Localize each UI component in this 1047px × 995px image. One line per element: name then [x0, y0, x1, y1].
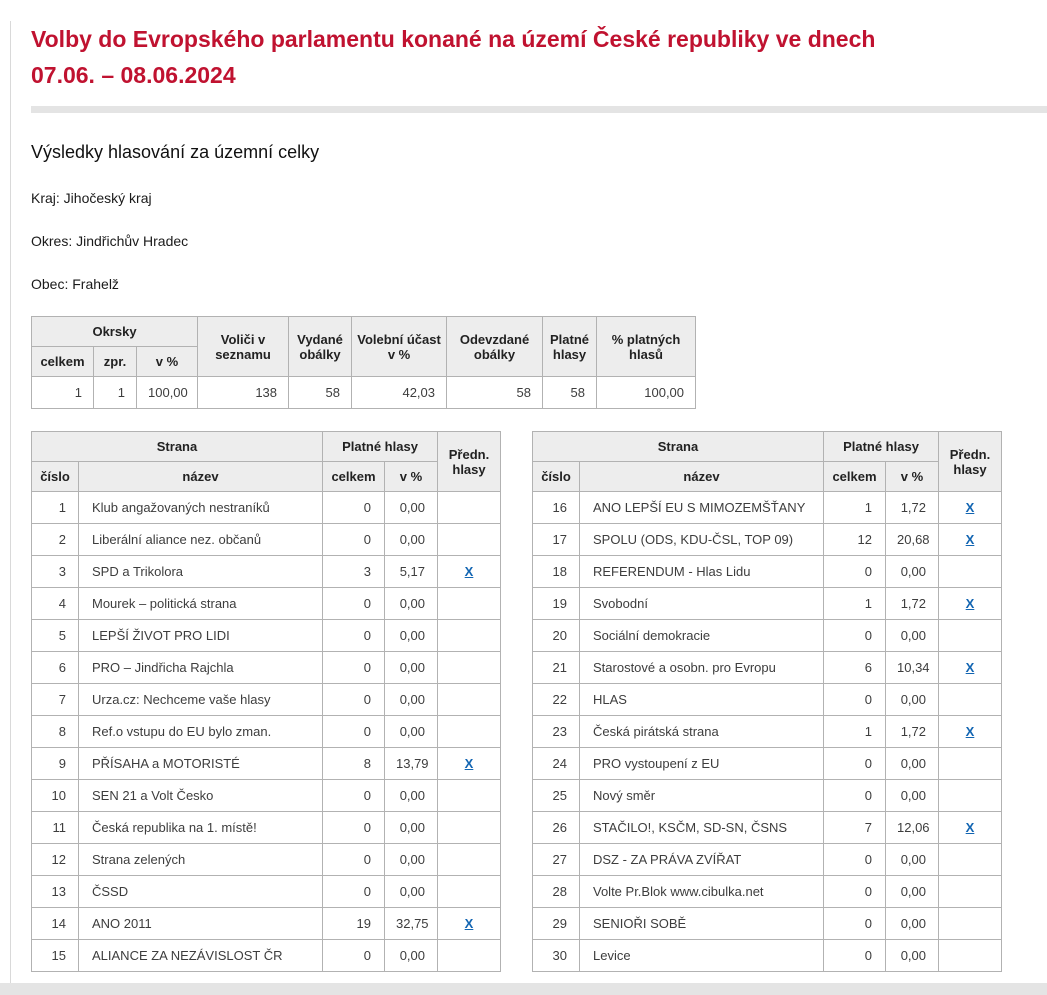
party-number: 6: [32, 652, 79, 684]
party-number: 24: [533, 748, 580, 780]
turnout-summary-table: [31, 316, 696, 409]
party-votes-percent: 0,00: [385, 524, 438, 556]
party-name: STAČILO!, KSČM, SD-SN, ČSNS: [580, 812, 824, 844]
party-votes-percent: 0,00: [886, 908, 939, 940]
party-votes-percent: 0,00: [886, 748, 939, 780]
party-votes-total: 0: [824, 844, 886, 876]
region-line: Kraj: Jihočeský kraj: [31, 190, 152, 206]
preferential-votes-cell: [939, 812, 1002, 844]
party-name: ANO 2011: [79, 908, 323, 940]
header-vydane-obalky: Vydané obálky: [289, 317, 352, 377]
party-row: [533, 492, 1002, 524]
party-row: [533, 876, 1002, 908]
header-strana: Strana: [32, 432, 323, 462]
value-okrsky-v-pct: 100,00: [137, 377, 198, 409]
preferential-votes-link[interactable]: X: [464, 564, 474, 579]
party-votes-percent: 0,00: [886, 876, 939, 908]
party-votes-percent: 0,00: [385, 492, 438, 524]
party-row: [32, 812, 501, 844]
party-number: 21: [533, 652, 580, 684]
party-votes-percent: 0,00: [385, 588, 438, 620]
party-row: [32, 652, 501, 684]
header-okrsky-celkem: celkem: [32, 347, 94, 377]
value-okrsky-celkem: 1: [32, 377, 94, 409]
party-votes-percent: 0,00: [385, 620, 438, 652]
party-number: 20: [533, 620, 580, 652]
party-row: [533, 684, 1002, 716]
party-name: Česká republika na 1. místě!: [79, 812, 323, 844]
party-votes-percent: 1,72: [886, 716, 939, 748]
party-row: [32, 524, 501, 556]
party-votes-total: 0: [824, 780, 886, 812]
party-row: [32, 748, 501, 780]
summary-data-row: [32, 377, 696, 409]
party-name: Ref.o vstupu do EU bylo zman.: [79, 716, 323, 748]
party-name: SENIOŘI SOBĚ: [580, 908, 824, 940]
party-votes-percent: 0,00: [886, 620, 939, 652]
preferential-votes-cell: [438, 492, 501, 524]
party-number: 23: [533, 716, 580, 748]
preferential-votes-cell: [438, 716, 501, 748]
party-number: 29: [533, 908, 580, 940]
party-number: 26: [533, 812, 580, 844]
party-votes-percent: 32,75: [385, 908, 438, 940]
party-number: 1: [32, 492, 79, 524]
party-votes-percent: 13,79: [385, 748, 438, 780]
party-name: ANO LEPŠÍ EU S MIMOZEMŠŤANY: [580, 492, 824, 524]
party-votes-percent: 0,00: [886, 780, 939, 812]
party-row: [32, 716, 501, 748]
party-row: [32, 684, 501, 716]
preferential-votes-link[interactable]: X: [965, 500, 975, 515]
party-name: Klub angažovaných nestraníků: [79, 492, 323, 524]
party-number: 3: [32, 556, 79, 588]
party-results-table-right: [532, 431, 1002, 972]
party-votes-percent: 10,34: [886, 652, 939, 684]
party-row: [533, 812, 1002, 844]
preferential-votes-link[interactable]: X: [965, 724, 975, 739]
party-name: Liberální aliance nez. občanů: [79, 524, 323, 556]
party-number: 27: [533, 844, 580, 876]
header-nazev: název: [580, 462, 824, 492]
party-name: Mourek – politická strana: [79, 588, 323, 620]
party-name: Strana zelených: [79, 844, 323, 876]
party-votes-total: 0: [824, 684, 886, 716]
party-number: 13: [32, 876, 79, 908]
party-row: [533, 748, 1002, 780]
party-votes-total: 0: [323, 588, 385, 620]
header-cislo: číslo: [533, 462, 580, 492]
value-pct-platnych-hlasu: 100,00: [597, 377, 696, 409]
party-number: 17: [533, 524, 580, 556]
party-number: 9: [32, 748, 79, 780]
party-row: [533, 652, 1002, 684]
party-number: 11: [32, 812, 79, 844]
left-page-divider: [10, 21, 11, 995]
party-number: 12: [32, 844, 79, 876]
party-name: Svobodní: [580, 588, 824, 620]
party-votes-percent: 0,00: [886, 556, 939, 588]
party-votes-total: 0: [323, 492, 385, 524]
party-votes-total: 0: [323, 780, 385, 812]
party-row: [32, 780, 501, 812]
party-row: [533, 716, 1002, 748]
party-number: 2: [32, 524, 79, 556]
preferential-votes-cell: [438, 684, 501, 716]
party-name: ALIANCE ZA NEZÁVISLOST ČR: [79, 940, 323, 972]
party-votes-total: 0: [824, 908, 886, 940]
preferential-votes-cell: [438, 652, 501, 684]
header-platne-hlasy: Platné hlasy: [824, 432, 939, 462]
party-name: Levice: [580, 940, 824, 972]
header-platne-hlasy: Platné hlasy: [323, 432, 438, 462]
header-nazev: název: [79, 462, 323, 492]
section-title: Výsledky hlasování za územní celky: [31, 142, 320, 162]
party-votes-percent: 0,00: [385, 716, 438, 748]
party-name: PŘÍSAHA a MOTORISTÉ: [79, 748, 323, 780]
party-votes-percent: 0,00: [385, 780, 438, 812]
preferential-votes-cell: [939, 556, 1002, 588]
party-votes-total: 0: [824, 940, 886, 972]
party-number: 19: [533, 588, 580, 620]
party-number: 15: [32, 940, 79, 972]
party-number: 7: [32, 684, 79, 716]
header-pct-platnych-hlasu: % platných hlasů: [597, 317, 696, 377]
preferential-votes-cell: [939, 940, 1002, 972]
preferential-votes-cell: [939, 620, 1002, 652]
preferential-votes-cell: [438, 940, 501, 972]
header-volebni-ucast: Volební účast v %: [352, 317, 447, 377]
party-row: [32, 940, 501, 972]
party-number: 30: [533, 940, 580, 972]
preferential-votes-cell: [939, 684, 1002, 716]
party-votes-total: 1: [824, 492, 886, 524]
party-name: SEN 21 a Volt Česko: [79, 780, 323, 812]
preferential-votes-cell: [438, 588, 501, 620]
party-name: Starostové a osobn. pro Evropu: [580, 652, 824, 684]
preferential-votes-cell: [438, 556, 501, 588]
header-v-pct: v %: [886, 462, 939, 492]
party-votes-total: 0: [824, 620, 886, 652]
preferential-votes-cell: [939, 908, 1002, 940]
header-strana: Strana: [533, 432, 824, 462]
party-name: Volte Pr.Blok www.cibulka.net: [580, 876, 824, 908]
party-row: [533, 556, 1002, 588]
party-name: SPD a Trikolora: [79, 556, 323, 588]
preferential-votes-cell: [939, 588, 1002, 620]
party-name: DSZ - ZA PRÁVA ZVÍŘAT: [580, 844, 824, 876]
party-number: 22: [533, 684, 580, 716]
party-votes-percent: 0,00: [385, 684, 438, 716]
header-okrsky: Okrsky: [32, 317, 198, 347]
party-row: [32, 844, 501, 876]
party-row: [32, 492, 501, 524]
preferential-votes-link[interactable]: X: [965, 820, 975, 835]
page-title-line2: 07.06. – 08.06.2024: [31, 62, 236, 88]
header-cislo: číslo: [32, 462, 79, 492]
party-row: [533, 620, 1002, 652]
value-odevzdane-obalky: 58: [447, 377, 543, 409]
party-votes-total: 12: [824, 524, 886, 556]
preferential-votes-link[interactable]: X: [464, 756, 474, 771]
party-votes-total: 7: [824, 812, 886, 844]
value-okrsky-zpr: 1: [94, 377, 137, 409]
results-page: [0, 21, 1047, 972]
party-row: [32, 556, 501, 588]
party-votes-percent: 1,72: [886, 492, 939, 524]
party-number: 8: [32, 716, 79, 748]
party-name: SPOLU (ODS, KDU-ČSL, TOP 09): [580, 524, 824, 556]
value-volebni-ucast: 42,03: [352, 377, 447, 409]
preferential-votes-cell: [939, 748, 1002, 780]
district-line: Okres: Jindřichův Hradec: [31, 233, 189, 249]
party-results-table-left: [31, 431, 501, 972]
header-v-pct: v %: [385, 462, 438, 492]
preferential-votes-link[interactable]: X: [965, 596, 975, 611]
preferential-votes-cell: [939, 652, 1002, 684]
party-number: 28: [533, 876, 580, 908]
party-votes-total: 1: [824, 588, 886, 620]
preferential-votes-link[interactable]: X: [965, 660, 975, 675]
header-volici-v-seznamu: Voliči v seznamu: [198, 317, 289, 377]
party-name: Česká pirátská strana: [580, 716, 824, 748]
bottom-divider: [0, 983, 1047, 995]
header-celkem: celkem: [323, 462, 385, 492]
party-row: [533, 588, 1002, 620]
preferential-votes-cell: [939, 844, 1002, 876]
party-name: PRO – Jindřicha Rajchla: [79, 652, 323, 684]
party-name: LEPŠÍ ŽIVOT PRO LIDI: [79, 620, 323, 652]
party-number: 4: [32, 588, 79, 620]
party-name: ČSSD: [79, 876, 323, 908]
page-title: [31, 21, 1021, 93]
header-okrsky-zpr: zpr.: [94, 347, 137, 377]
party-name: Urza.cz: Nechceme vaše hlasy: [79, 684, 323, 716]
party-votes-total: 3: [323, 556, 385, 588]
preferential-votes-cell: [438, 908, 501, 940]
party-votes-percent: 0,00: [385, 940, 438, 972]
party-row: [32, 620, 501, 652]
party-votes-total: 0: [323, 684, 385, 716]
party-row: [32, 876, 501, 908]
party-votes-percent: 0,00: [385, 844, 438, 876]
party-votes-percent: 20,68: [886, 524, 939, 556]
party-votes-total: 0: [824, 748, 886, 780]
party-votes-total: 1: [824, 716, 886, 748]
preferential-votes-cell: [939, 876, 1002, 908]
party-row: [533, 844, 1002, 876]
party-votes-percent: 0,00: [886, 684, 939, 716]
party-votes-percent: 0,00: [385, 876, 438, 908]
header-platne-hlasy: Platné hlasy: [543, 317, 597, 377]
party-row: [533, 940, 1002, 972]
party-votes-percent: 0,00: [886, 844, 939, 876]
party-name: HLAS: [580, 684, 824, 716]
party-row: [533, 524, 1002, 556]
value-platne-hlasy: 58: [543, 377, 597, 409]
party-votes-total: 0: [323, 524, 385, 556]
party-votes-total: 6: [824, 652, 886, 684]
party-number: 16: [533, 492, 580, 524]
party-number: 18: [533, 556, 580, 588]
party-votes-total: 0: [824, 876, 886, 908]
party-votes-percent: 0,00: [886, 940, 939, 972]
party-row: [533, 780, 1002, 812]
preferential-votes-link[interactable]: X: [965, 532, 975, 547]
preferential-votes-cell: [939, 492, 1002, 524]
header-okrsky-v-pct: v %: [137, 347, 198, 377]
party-tables: [31, 431, 1047, 972]
party-votes-percent: 0,00: [385, 652, 438, 684]
party-number: 25: [533, 780, 580, 812]
preferential-votes-link[interactable]: X: [464, 916, 474, 931]
party-votes-percent: 5,17: [385, 556, 438, 588]
preferential-votes-cell: [438, 876, 501, 908]
preferential-votes-cell: [438, 812, 501, 844]
party-number: 14: [32, 908, 79, 940]
party-number: 5: [32, 620, 79, 652]
preferential-votes-cell: [438, 524, 501, 556]
party-votes-total: 0: [323, 716, 385, 748]
header-predn-hlasy: Předn. hlasy: [939, 432, 1002, 492]
party-row: [533, 908, 1002, 940]
party-votes-total: 0: [323, 940, 385, 972]
title-divider: [31, 106, 1047, 113]
party-votes-total: 0: [323, 620, 385, 652]
value-vydane-obalky: 58: [289, 377, 352, 409]
page-title-line1: Volby do Evropského parlamentu konané na území České republiky ve dnech: [31, 26, 876, 52]
party-votes-total: 0: [323, 812, 385, 844]
party-votes-total: 19: [323, 908, 385, 940]
party-votes-total: 0: [323, 652, 385, 684]
party-votes-percent: 12,06: [886, 812, 939, 844]
party-votes-total: 0: [824, 556, 886, 588]
party-votes-total: 0: [323, 844, 385, 876]
value-volici-v-seznamu: 138: [198, 377, 289, 409]
party-number: 10: [32, 780, 79, 812]
party-name: Sociální demokracie: [580, 620, 824, 652]
municipality-line: Obec: Frahelž: [31, 276, 119, 292]
preferential-votes-cell: [939, 524, 1002, 556]
preferential-votes-cell: [438, 844, 501, 876]
party-votes-percent: 0,00: [385, 812, 438, 844]
header-celkem: celkem: [824, 462, 886, 492]
party-name: PRO vystoupení z EU: [580, 748, 824, 780]
header-odevzdane-obalky: Odevzdané obálky: [447, 317, 543, 377]
party-votes-total: 8: [323, 748, 385, 780]
party-name: Nový směr: [580, 780, 824, 812]
party-name: REFERENDUM - Hlas Lidu: [580, 556, 824, 588]
party-row: [32, 588, 501, 620]
preferential-votes-cell: [438, 748, 501, 780]
party-votes-percent: 1,72: [886, 588, 939, 620]
preferential-votes-cell: [438, 620, 501, 652]
preferential-votes-cell: [939, 716, 1002, 748]
party-row: [32, 908, 501, 940]
header-predn-hlasy: Předn. hlasy: [438, 432, 501, 492]
party-votes-total: 0: [323, 876, 385, 908]
preferential-votes-cell: [939, 780, 1002, 812]
preferential-votes-cell: [438, 780, 501, 812]
